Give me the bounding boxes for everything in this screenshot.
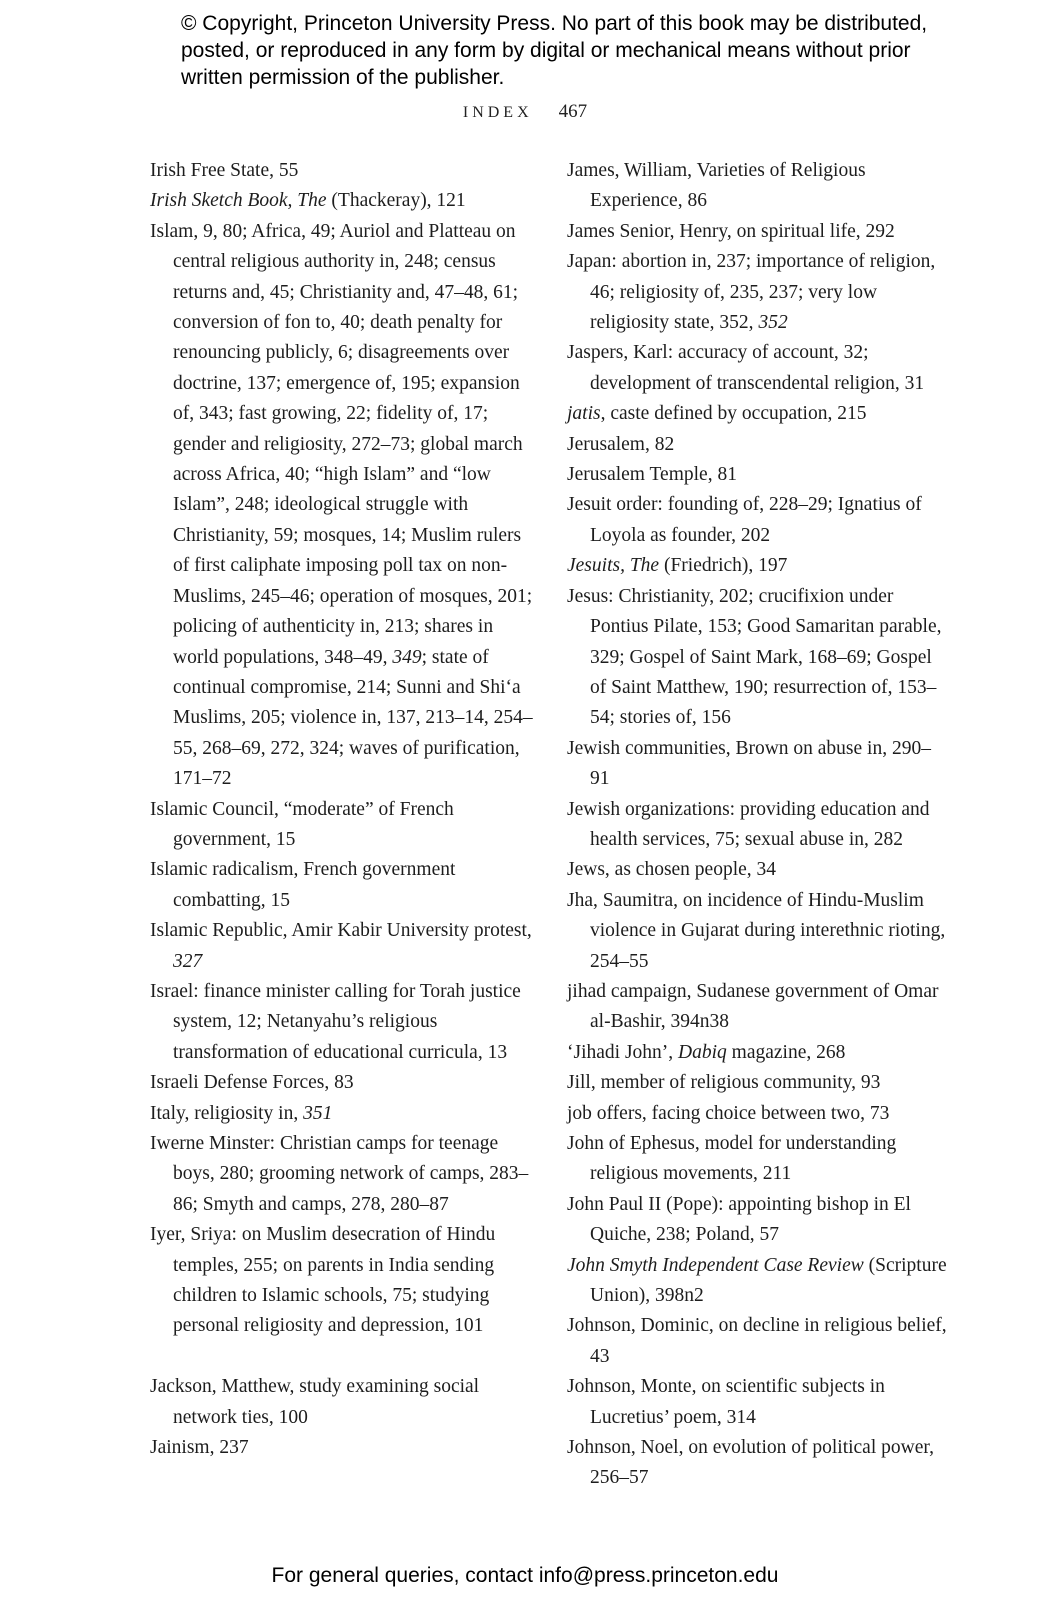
index-entry: Islamic Republic, Amir Kabir University protest, 327 [150, 920, 532, 972]
index-entry: jatis, caste defined by occupation, 215 [567, 403, 867, 425]
index-entry: Iyer, Sriya: on Muslim desecration of Hindu temples, 255; on parents in India sending children to Islamic schools, 75; studying personal religiosity and depression, 101 [150, 1224, 496, 1337]
index-entry: Jerusalem Temple, 81 [567, 464, 737, 486]
index-entry: James, William, Varieties of Religious Experience, 86 [567, 160, 866, 212]
index-entry: Johnson, Monte, on scientific subjects in Lucretius’ poem, 314 [567, 1376, 885, 1428]
index-entry: Jewish organizations: providing education and health services, 75; sexual abuse in, 282 [567, 798, 930, 850]
running-head [0, 98, 1050, 127]
index-entry: Jaspers, Karl: accuracy of account, 32; development of transcendental religion, 31 [567, 342, 925, 394]
footer-contact: For general queries, contact info@press.princeton.edu [271, 1564, 779, 1587]
index-entry: job offers, facing choice between two, 73 [567, 1102, 890, 1124]
index-entry: Jackson, Matthew, study examining social network ties, 100 [150, 1376, 480, 1428]
index-entry: Jewish communities, Brown on abuse in, 290–91 [567, 737, 931, 790]
index-entry: Jesuit order: founding of, 228–29; Ignatius of Loyola as founder, 202 [567, 494, 922, 546]
index-entry: Islamic radicalism, French government combatting, 15 [150, 859, 456, 911]
index-entry: Johnson, Noel, on evolution of political power, 256–57 [567, 1437, 934, 1489]
index-entry: Jews, as chosen people, 34 [567, 859, 777, 881]
index-entry: John Smyth Independent Case Review (Scripture Union), 398n2 [567, 1254, 947, 1307]
index-entry: Islamic Council, “moderate” of French government, 15 [150, 798, 454, 850]
page-number: 467 [558, 101, 588, 122]
index-entry: Jainism, 237 [150, 1437, 249, 1459]
index-entry: ‘Jihadi John’, Dabiq magazine, 268 [567, 1041, 846, 1063]
running-head-label: INDEX [462, 104, 533, 121]
index-entry: Irish Free State, 55 [150, 160, 299, 181]
index-entry: Jha, Saumitra, on incidence of Hindu-Muslim violence in Gujarat during interethnic rioting, 254–55 [567, 889, 946, 972]
index-entry: Johnson, Dominic, on decline in religious belief, 43 [567, 1315, 947, 1367]
index-entry: Israeli Defense Forces, 83 [150, 1072, 354, 1094]
copyright-notice: © Copyright, Princeton University Press. No part of this book may be distributed, posted, or reproduced in any form by digital or mechanical means without prior written permission of the publisher. [181, 12, 928, 89]
index-entry: James Senior, Henry, on spiritual life, 292 [567, 220, 895, 242]
index-entry: Irish Sketch Book, The (Thackeray), 121 [150, 190, 466, 212]
index-entry: Jerusalem, 82 [567, 433, 675, 455]
index-entry: John of Ephesus, model for understanding religious movements, 211 [567, 1133, 897, 1185]
index-entry: Japan: abortion in, 237; importance of religion, 46; religiosity of, 235, 237; very low religiosity state, 352, 352 [567, 251, 936, 334]
index-entry: Jesuits, The (Friedrich), 197 [567, 555, 788, 577]
index-entry: Iwerne Minster: Christian camps for teenage boys, 280; grooming network of camps, 283–86; Smyth and camps, 278, 280–87 [150, 1133, 529, 1215]
index-entry: jihad campaign, Sudanese government of Omar al-Bashir, 394n38 [567, 980, 939, 1033]
index-column-right [567, 156, 947, 1494]
index-entry: Israel: finance minister calling for Torah justice system, 12; Netanyahu’s religious transformation of educational curricula, 13 [150, 980, 521, 1063]
index-entry: Jill, member of religious community, 93 [567, 1072, 881, 1094]
index-entry: Islam, 9, 80; Africa, 49; Auriol and Platteau on central religious authority in, 248; census returns and, 45; Christianity and, 47–48, 61; conversion of fon to, 40; death penalty for renouncing publicly, 6; disagreements over doctrine, 137; emergence of, 195; expansion of, 343; fast growing, 22; fidelity of, 17; gender and religiosity, 272–73; global march across Africa, 40; “high Islam” and “low Islam”, 248; ideological struggle with Christianity, 59; mosques, 14; Muslim rulers of first caliphate imposing poll tax on non-Muslims, 245–46; operation of mosques, 201; policing of authenticity in, 213; shares in world populations, 348–49, 349; state of continual compromise, 214; Sunni and Shi‘a Muslims, 205; violence in, 137, 213–14, 254–55, 268–69, 272, 324; waves of purification, 171–72 [150, 220, 533, 790]
index-column-left [150, 156, 535, 1463]
index-entry: Italy, religiosity in, 351 [150, 1102, 333, 1124]
index-entry: Jesus: Christianity, 202; crucifixion under Pontius Pilate, 153; Good Samaritan parable, 329; Gospel of Saint Mark, 168–69; Gospel of Saint Matthew, 190; resurrection of, 153–54; stories of, 156 [567, 585, 942, 729]
index-entry: John Paul II (Pope): appointing bishop in El Quiche, 238; Poland, 57 [567, 1193, 911, 1246]
